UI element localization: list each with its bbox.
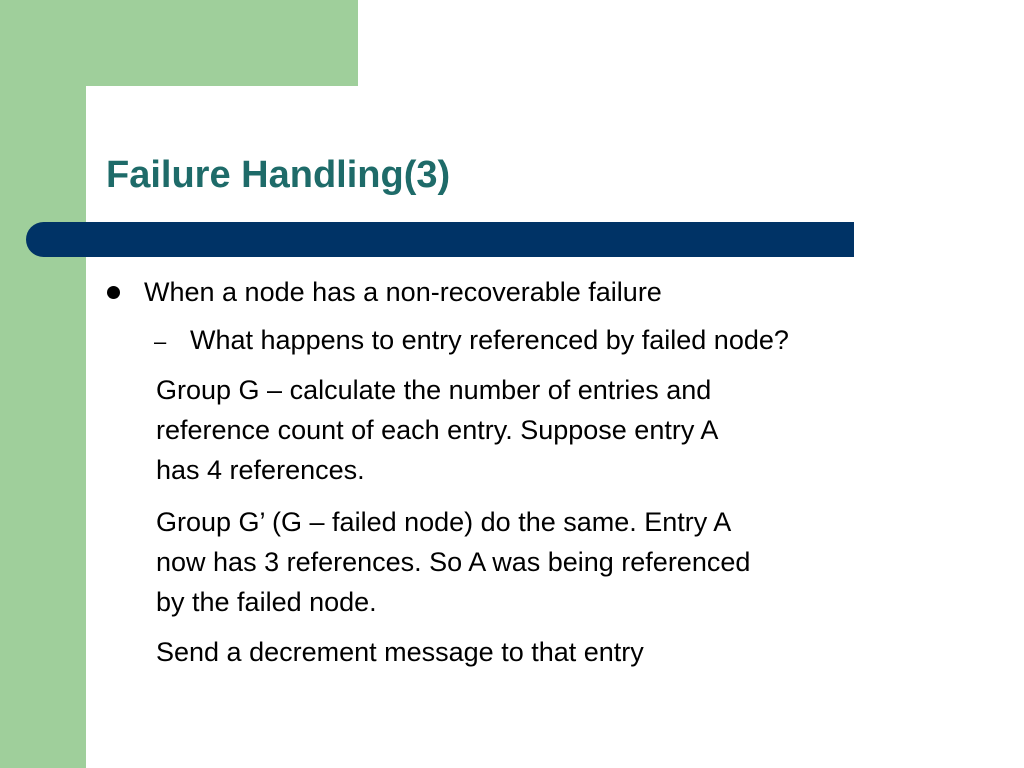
- sub-bullet-dash-icon: –: [154, 329, 167, 354]
- paragraph-line: now has 3 references. So A was being referenced: [156, 547, 751, 577]
- bullet-dot-icon: [107, 286, 120, 299]
- paragraph-line: Group G’ (G – failed node) do the same. Entry A: [156, 507, 732, 537]
- paragraph-group-g-prime: [156, 502, 986, 622]
- paragraph-send-decrement: Send a decrement message to that entry: [156, 637, 644, 667]
- paragraph-line: has 4 references.: [156, 455, 365, 485]
- paragraph-line: reference count of each entry. Suppose entry A: [156, 415, 719, 445]
- slide-title: Failure Handling(3): [106, 154, 451, 196]
- bullet-item-1: When a node has a non-recoverable failure: [144, 277, 662, 307]
- paragraph-line: by the failed node.: [156, 587, 377, 617]
- green-accent-left: [0, 0, 86, 768]
- sub-bullet-item-1: What happens to entry referenced by failed node?: [190, 325, 789, 355]
- paragraph-group-g: [156, 370, 986, 490]
- paragraph-line: Group G – calculate the number of entries and: [156, 375, 712, 405]
- title-underline-bar: [26, 222, 854, 257]
